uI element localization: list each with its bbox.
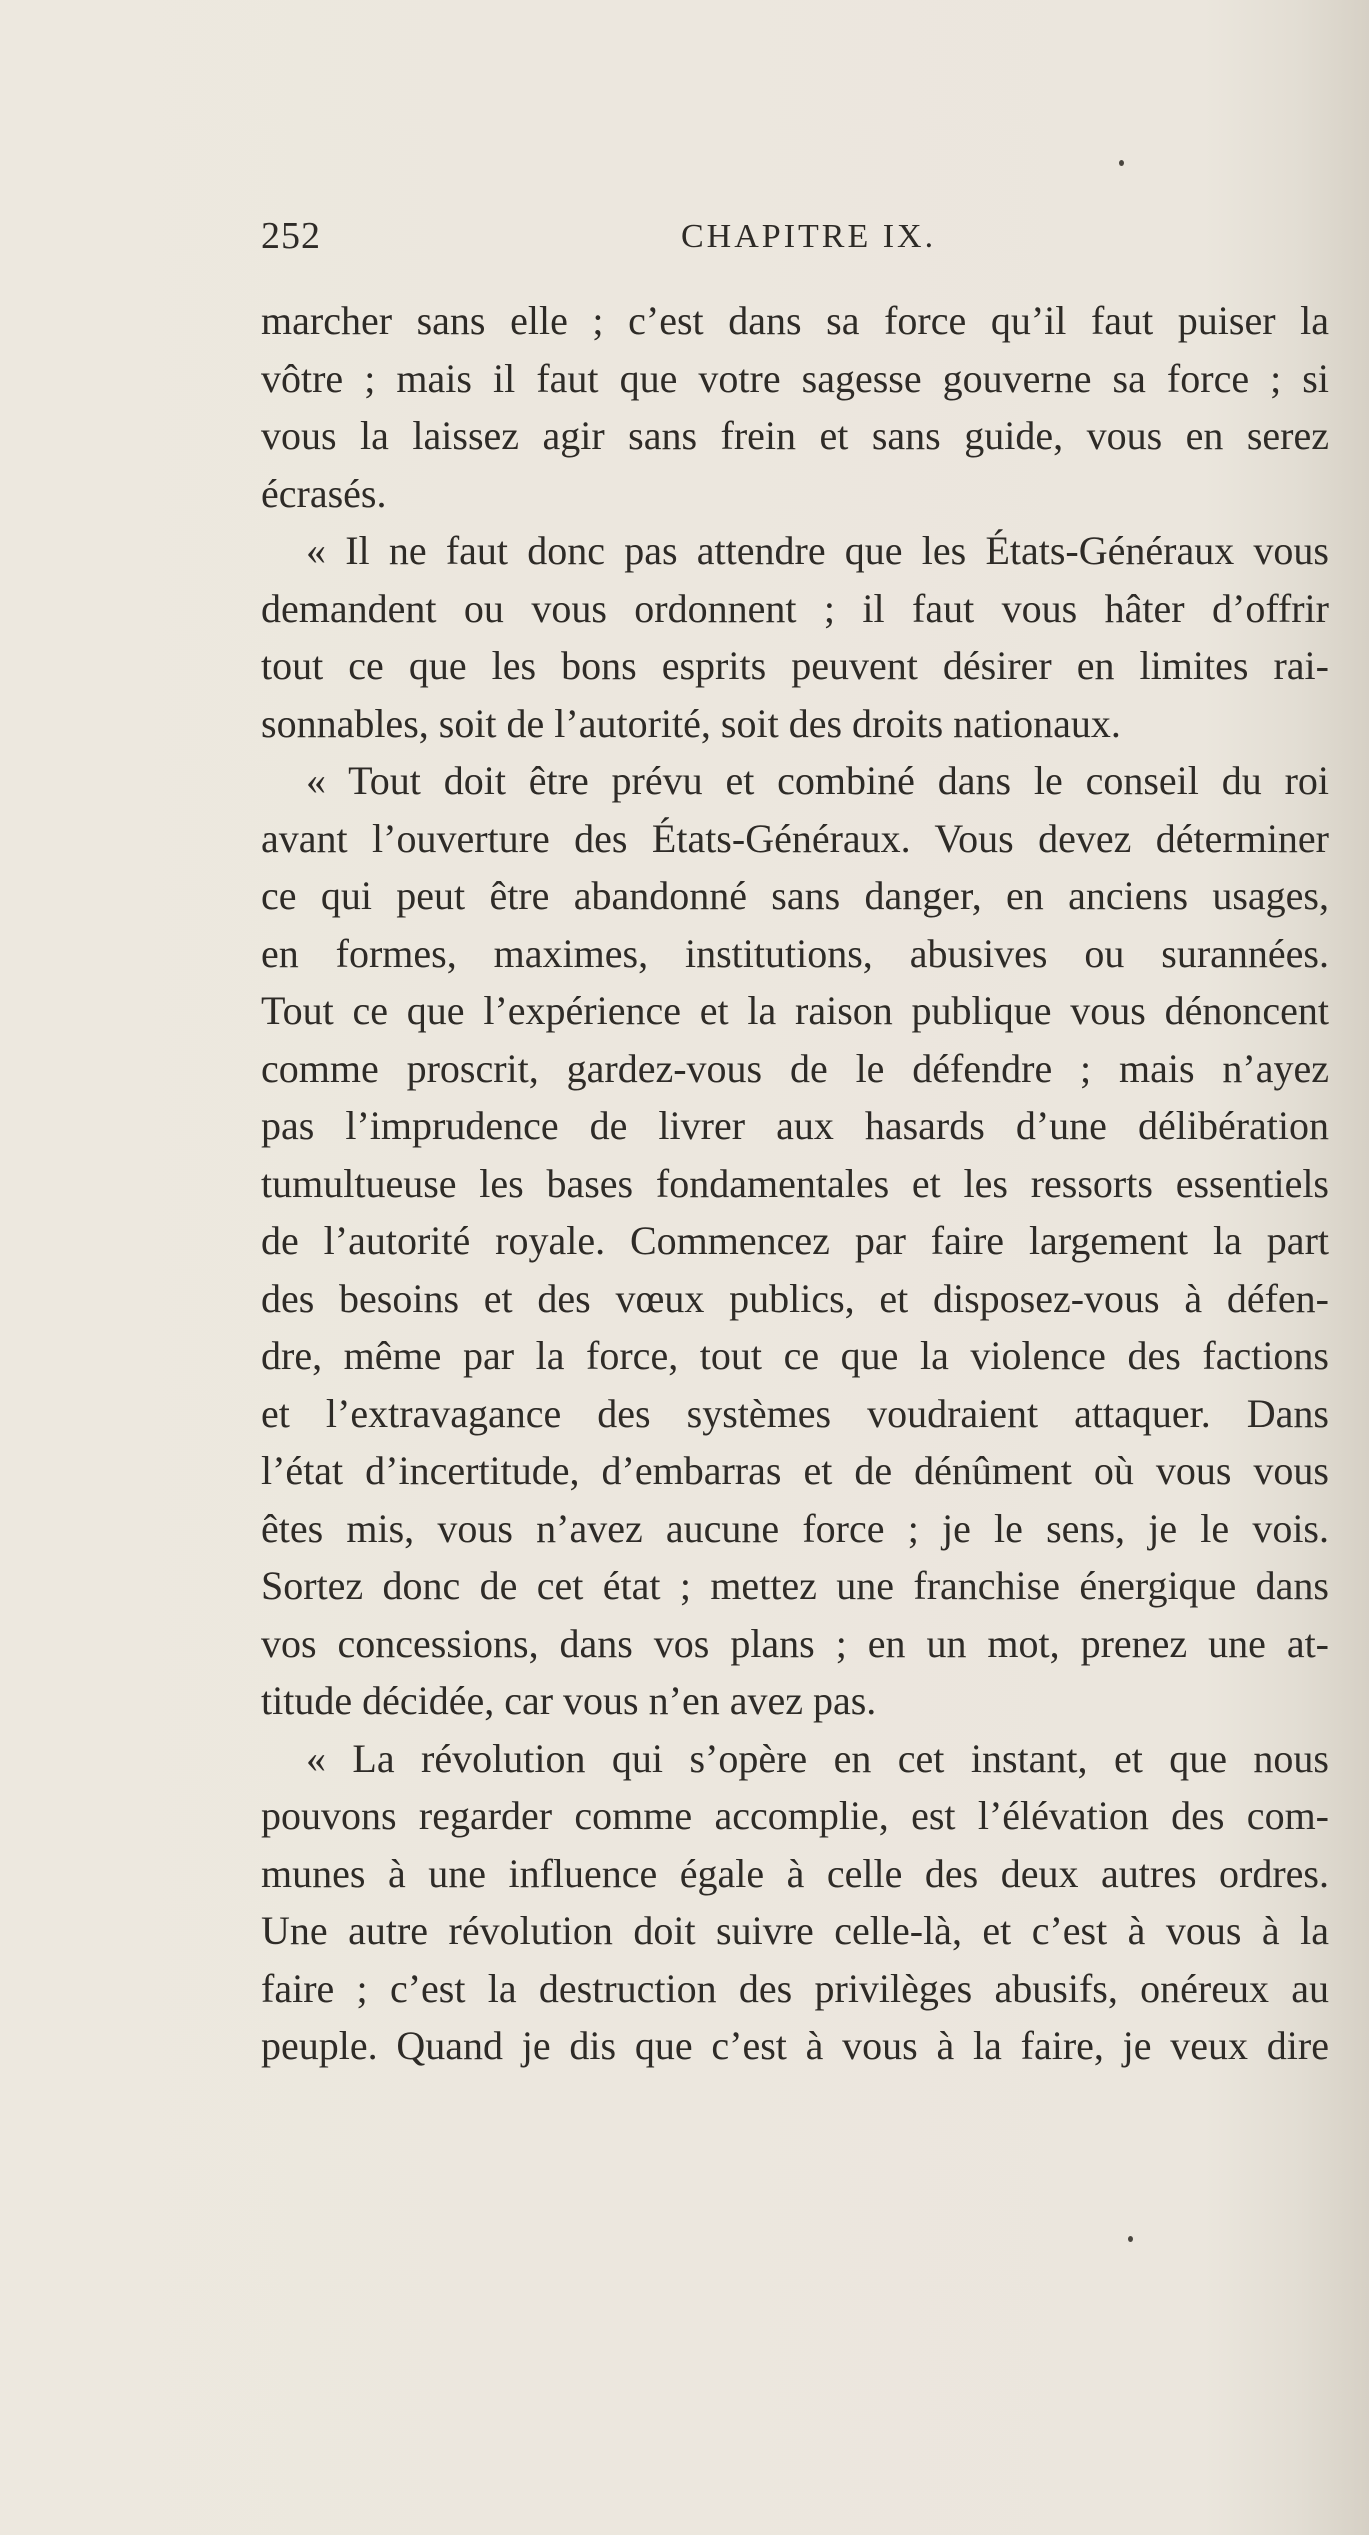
text-line: l’état d’incertitude, d’embarras et de dénûment où vous vous <box>261 1448 1329 1493</box>
text-line: Sortez donc de cet état ; mettez une franchise énergique dans <box>261 1563 1329 1608</box>
text-line: demandent ou vous ordonnent ; il faut vous hâter d’offrir <box>261 585 1329 631</box>
text-line: êtes mis, vous n’avez aucune force ; je le sens, je le vois. <box>261 1505 1329 1551</box>
text-line: peuple. Quand je dis que c’est à vous à la faire, je veux dire <box>261 2023 1329 2068</box>
running-head: CHAPITRE IX. <box>681 218 937 255</box>
text-line: « Il ne faut donc pas attendre que les États-Généraux vous <box>306 528 1329 573</box>
text-line: de l’autorité royale. Commencez par faire largement la part <box>261 1218 1329 1263</box>
text-line: « La révolution qui s’opère en cet instant, et que nous <box>306 1735 1329 1781</box>
text-line: pouvons regarder comme accomplie, est l’élévation des com- <box>261 1793 1329 1838</box>
text-line: des besoins et des vœux publics, et disposez-vous à défen- <box>261 1275 1329 1321</box>
text-line: vos concessions, dans vos plans ; en un mot, prenez une at- <box>261 1620 1329 1666</box>
ink-speck <box>1128 2236 1133 2242</box>
text-line: sonnables, soit de l’autorité, soit des droits nationaux. <box>261 700 1121 746</box>
text-line: marcher sans elle ; c’est dans sa force qu’il faut puiser la <box>261 298 1329 343</box>
text-line: pas l’imprudence de livrer aux hasards d’une délibération <box>261 1103 1329 1148</box>
text-line: Une autre révolution doit suivre celle-là, et c’est à vous à la <box>261 1908 1329 1953</box>
body-text <box>261 292 1329 2075</box>
text-line: avant l’ouverture des États-Généraux. Vous devez déterminer <box>261 815 1329 861</box>
text-line: faire ; c’est la destruction des privilèges abusifs, onéreux au <box>261 1965 1329 2011</box>
text-line: tumultueuse les bases fondamentales et les ressorts essentiels <box>261 1160 1329 1206</box>
text-line: Tout ce que l’expérience et la raison publique vous dénoncent <box>261 988 1329 1033</box>
text-line: écrasés. <box>261 470 387 516</box>
text-line: vôtre ; mais il faut que votre sagesse gouverne sa force ; si <box>261 355 1329 401</box>
page-header <box>261 214 1356 264</box>
text-line: et l’extravagance des systèmes voudraient attaquer. Dans <box>261 1390 1329 1436</box>
text-line: munes à une influence égale à celle des deux autres ordres. <box>261 1850 1329 1896</box>
text-line: comme proscrit, gardez-vous de le défendre ; mais n’ayez <box>261 1045 1329 1091</box>
text-line: ce qui peut être abandonné sans danger, en anciens usages, <box>261 873 1329 918</box>
text-line: « Tout doit être prévu et combiné dans le conseil du roi <box>306 758 1329 803</box>
text-line: en formes, maximes, institutions, abusives ou surannées. <box>261 930 1329 976</box>
page-number: 252 <box>261 215 321 257</box>
ink-speck <box>1119 160 1124 166</box>
text-line: vous la laissez agir sans frein et sans guide, vous en serez <box>261 413 1329 458</box>
text-line: tout ce que les bons esprits peuvent désirer en limites rai- <box>261 643 1329 688</box>
text-line: dre, même par la force, tout ce que la violence des factions <box>261 1333 1329 1378</box>
text-line: titude décidée, car vous n’en avez pas. <box>261 1678 877 1723</box>
